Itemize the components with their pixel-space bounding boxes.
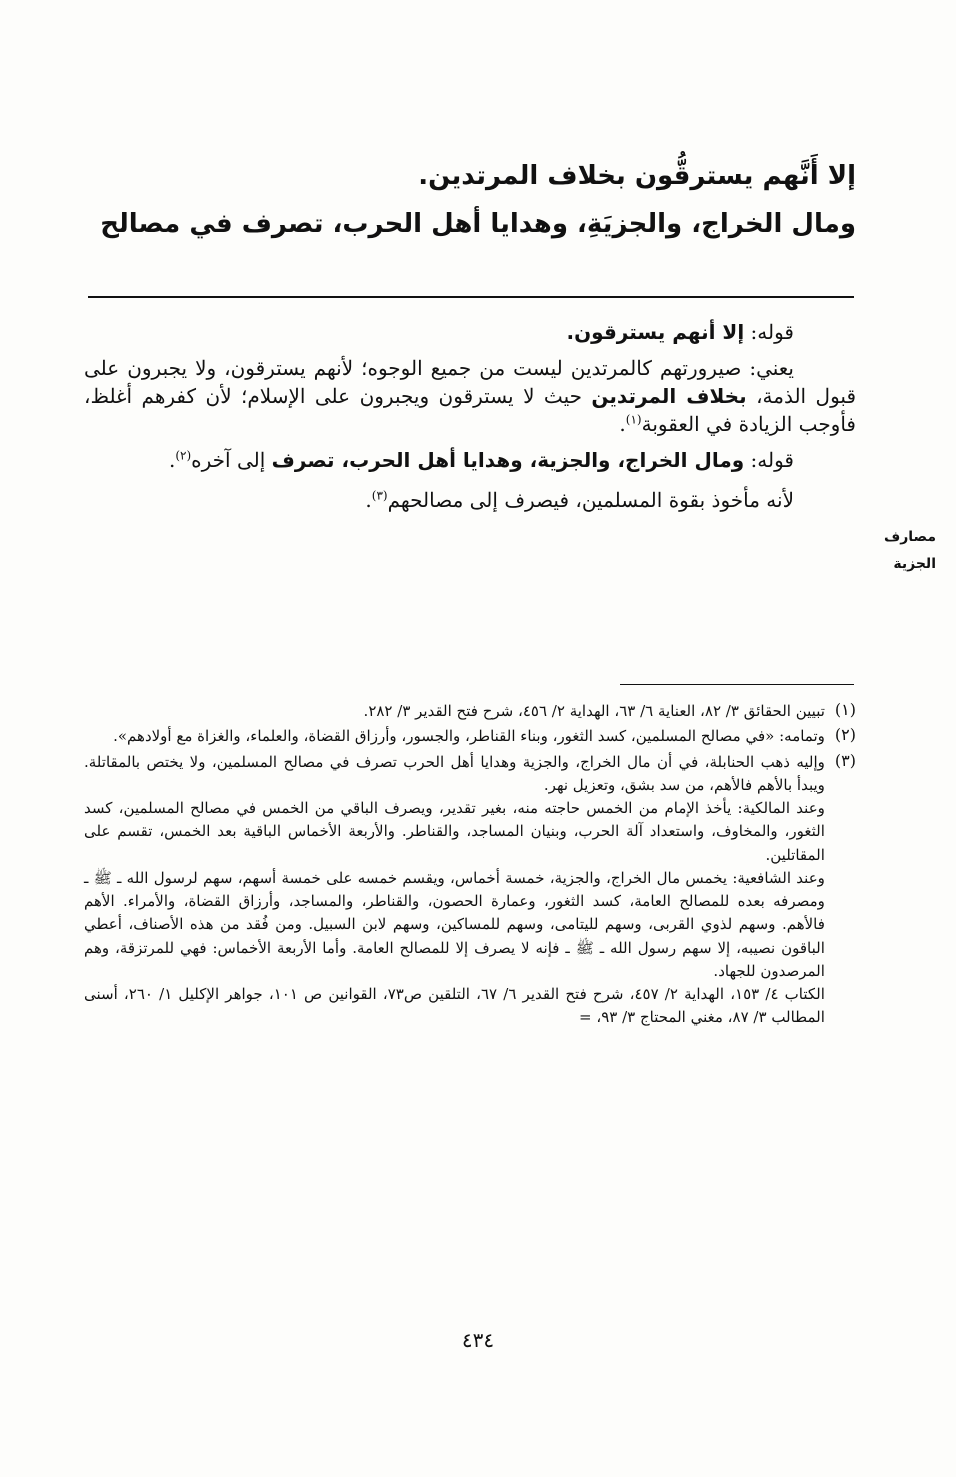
- quote-label: قوله:: [750, 320, 794, 344]
- footnote-number: (٢): [834, 725, 856, 745]
- footnote-1: [84, 700, 856, 723]
- para3-text: لأنه مأخوذ بقوة المسلمين، فيصرف إلى مصالحهم: [387, 488, 794, 512]
- footnote-divider: [620, 684, 854, 685]
- footnote-2: [84, 725, 856, 748]
- footnote-paragraph: وتمامه: «في مصالح المسلمين، كسد الثغور، وبناء القناطر، والجسور، وأرزاق القضاة، والعلماء، والغزاة مع أولادهم».: [113, 727, 825, 746]
- commentary-quote-1: [84, 318, 856, 346]
- main-text: [80, 160, 856, 242]
- commentary-quote-2: [84, 446, 856, 474]
- side-heading: [872, 524, 936, 577]
- main-text-line-1: إلا أَنَّهم يسترقُّون بخلاف المرتدين.: [418, 161, 856, 191]
- quote-text: إلا أنهم يسترقون.: [566, 320, 745, 344]
- para1-text-b: حيث لا يسترقون ويجبرون على الإسلام؛ لأن كفرهم أغلظ، فأوجب الزيادة في العقوبة: [84, 384, 856, 436]
- footnote-ref-2[interactable]: (٢): [175, 448, 192, 463]
- side-heading-line-1: مصارف: [883, 529, 936, 545]
- quote2-bold: ومال الخراج، والجزية، وهدايا أهل الحرب، تصرف: [271, 448, 745, 472]
- para1-bold: بخلاف المرتدين: [591, 384, 747, 408]
- para3-end: .: [365, 488, 372, 512]
- footnote-3: [84, 751, 856, 1030]
- footnote-paragraph: وإليه ذهب الحنابلة، في أن مال الخراج، والجزية وهدايا أهل الحرب تصرف في مصالح المسلمين، ولا يختص بالمقاتلة. ويبدأ بالأهم فالأهم، من سد بشق، وتعزيل نهر.: [84, 752, 825, 794]
- footnote-paragraph: تبيين الحقائق ٣/ ٨٢، العناية ٦/ ٦٣، الهداية ٢/ ٤٥٦، شرح فتح القدير ٣/ ٢٨٢.: [363, 702, 825, 720]
- quote2-end: .: [168, 448, 176, 472]
- footnote-number: (١): [834, 700, 856, 719]
- footnote-paragraph: وعند الشافعية: يخمس مال الخراج، والجزية، خمسة أخماس، ويقسم خمسه على خمسة أسهم، سهم لرسول الله ـ ﷺ ـ ومصرفه بعده للمصالح العامة، كسد الثغور، وعمارة الحصون، والقناطر، والمساجد، وأرزاق القضاة، والأمراء. الأهم فالأهم. وسهم لذوي القربى، وسهم لليتامى، وسهم للمساكين، وسهم لابن السبيل. ومن فُقد من هذه الأصناف، أعطي الباقون نصيبه، إلا سهم رسول الله ـ ﷺ ـ فإنه لا يصرف إلا للمصالح العامة. وأما الأربعة الأخماس: فهي للمرتزقة، وهم المرصدون للجهاد.: [84, 868, 825, 980]
- commentary-paragraph-3: [84, 486, 856, 514]
- footnotes: [84, 700, 856, 1032]
- para1-text-a: يعني: صيرورتهم كالمرتدين ليست من جميع الوجوه؛ لأنهم يسترقون، ولا يجبرون على قبول الذمة،: [84, 356, 857, 408]
- footnote-ref-1[interactable]: (١): [625, 412, 642, 427]
- para1-end: .: [619, 412, 626, 436]
- footnote-number: (٣): [834, 750, 856, 770]
- commentary-paragraph-1: [84, 354, 856, 438]
- page-number: ٤٣٤: [461, 1328, 495, 1352]
- footnote-paragraph: الكتاب ٤/ ١٥٣، الهداية ٢/ ٤٥٧، شرح فتح القدير ٦/ ٦٧، التلقين ص٧٣، القوانين ص ١٠١، جواهر الإكليل ١/ ٢٦٠، أسنى المطالب ٣/ ٨٧، مغني المحتاج ٣/ ٩٣، =: [84, 985, 825, 1027]
- main-text-line-2: ومال الخراج، والجزيَةِ، وهدايا أهل الحرب، تصرف في مصالح: [100, 208, 856, 239]
- quote2-label: قوله:: [750, 448, 794, 472]
- main-divider: [88, 296, 854, 298]
- quote2-rest: إلى آخره: [191, 448, 266, 472]
- commentary: [84, 318, 856, 514]
- footnote-ref-3[interactable]: (٣): [371, 488, 388, 503]
- footnote-paragraph: وعند المالكية: يأخذ الإمام من الخمس حاجته منه، بغير تقدير، ويصرف الباقي من الخمس في مصالح المسلمين، كسد الثغور، والمخاوف، واستعداد آلة الحرب، وبنيان المساجد، والقناطر. والأربعة الأخماس الباقية بعد الخمس، تقسم على المقاتلين.: [84, 799, 825, 864]
- side-heading-line-2: الجزية: [893, 555, 936, 572]
